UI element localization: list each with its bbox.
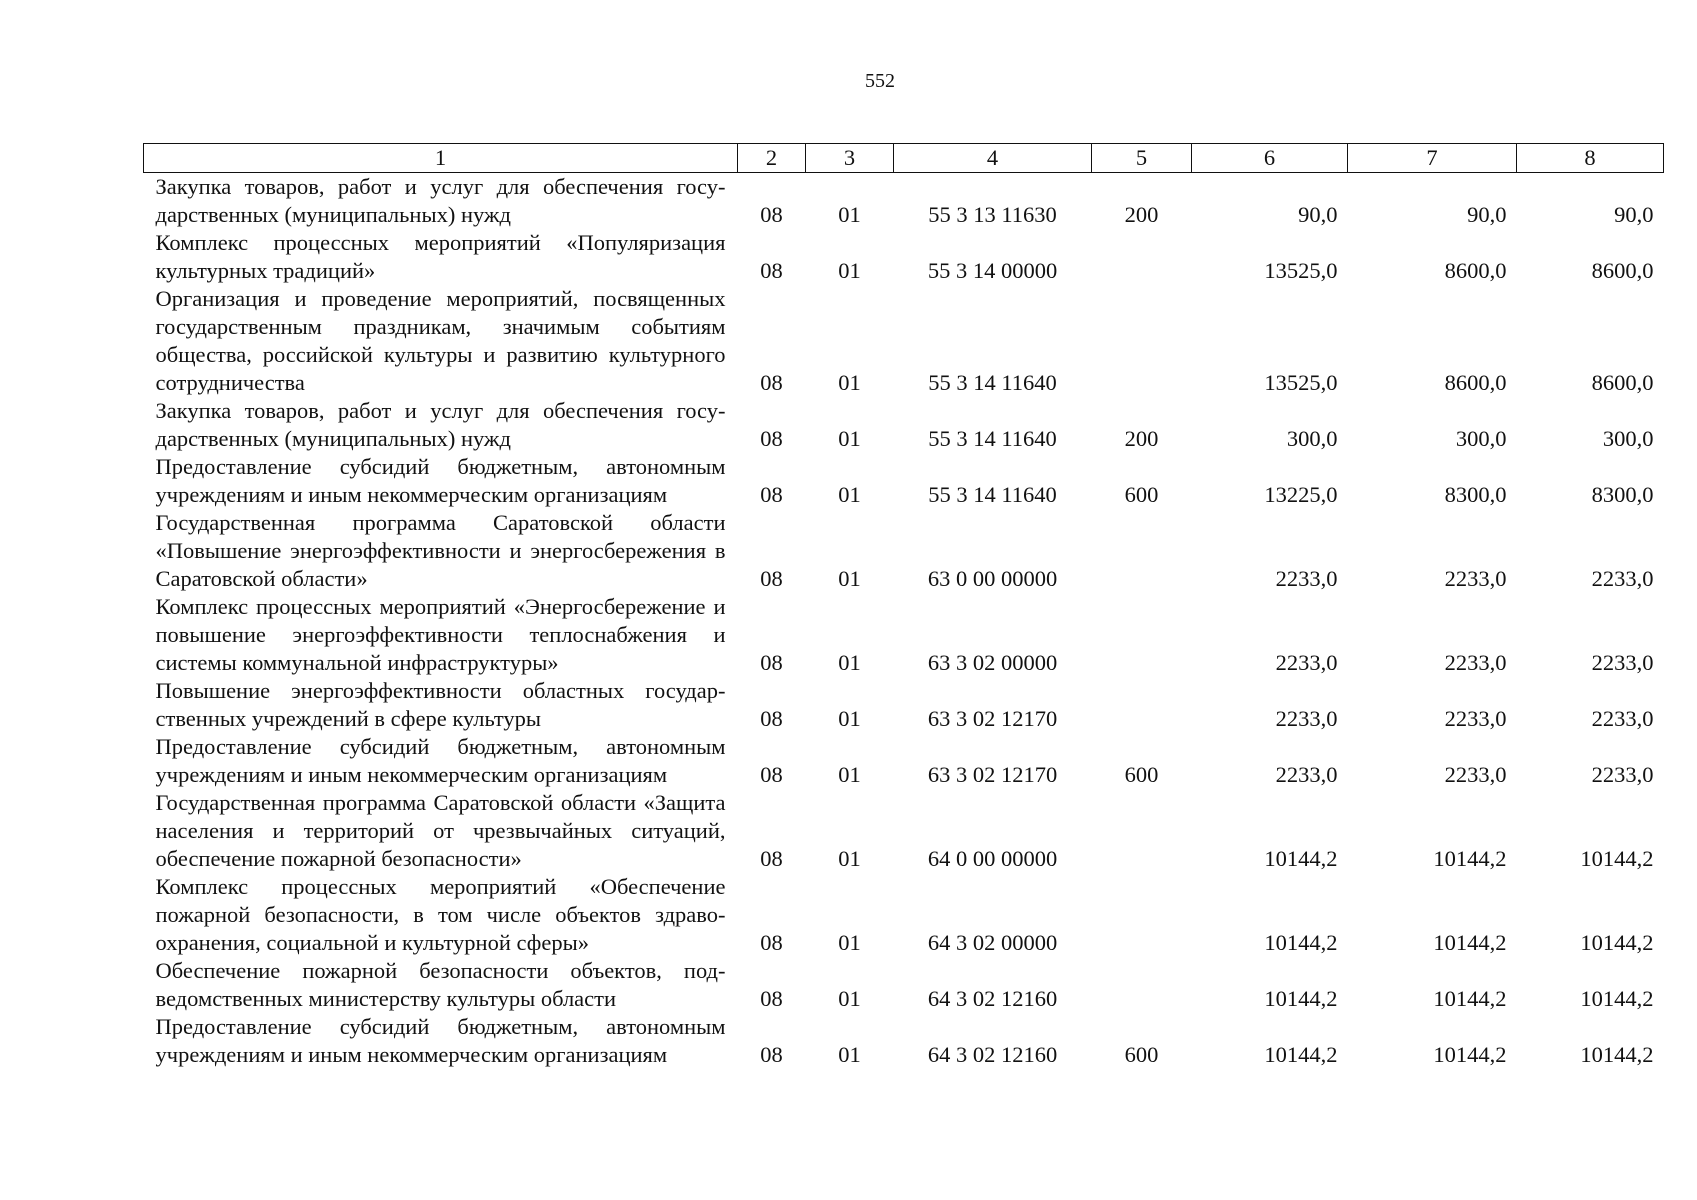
row-name: Комплекс процессных мероприятий «Популяризация культурных традиций» bbox=[155, 230, 726, 283]
row-value-1: 13525,0 bbox=[1264, 370, 1338, 395]
row-value-2: 2233,0 bbox=[1444, 706, 1507, 731]
table-row bbox=[144, 733, 1664, 789]
row-value-3: 10144,2 bbox=[1580, 930, 1654, 955]
row-section: 08 bbox=[760, 426, 783, 451]
row-name: Комплекс процессных мероприятий «Энергосбережение и повышение энергоэффективности теплоснабжения и системы коммунальной инфраструктуры» bbox=[155, 594, 726, 675]
row-code: 55 3 14 11640 bbox=[928, 370, 1057, 395]
row-code: 63 0 00 00000 bbox=[927, 566, 1058, 591]
row-value-2: 10144,2 bbox=[1433, 930, 1507, 955]
row-value-1: 10144,2 bbox=[1264, 986, 1338, 1011]
row-value-1: 300,0 bbox=[1286, 426, 1338, 451]
row-section: 08 bbox=[760, 370, 783, 395]
row-value-1: 10144,2 bbox=[1264, 846, 1338, 871]
row-value-2: 2233,0 bbox=[1444, 650, 1507, 675]
row-code: 64 3 02 12160 bbox=[927, 1042, 1058, 1067]
row-value-3: 10144,2 bbox=[1580, 986, 1654, 1011]
table-row bbox=[144, 677, 1664, 733]
row-kind bbox=[1092, 873, 1192, 957]
row-subsection: 01 bbox=[838, 426, 861, 451]
column-header-kind: 5 bbox=[1092, 144, 1192, 173]
row-name: Организация и проведение мероприятий, посвященных государственным праздникам, значимым событиям общества, российской культуры и развитию культурного сотрудничества bbox=[155, 286, 726, 395]
column-header-value-1: 6 bbox=[1192, 144, 1348, 173]
row-name: Закупка товаров, работ и услуг для обеспечения государственных (муниципальных) нужд bbox=[155, 174, 726, 227]
row-code: 63 3 02 00000 bbox=[927, 650, 1058, 675]
row-kind: 600 bbox=[1124, 482, 1159, 507]
header-row bbox=[144, 144, 1664, 173]
row-value-2: 10144,2 bbox=[1433, 986, 1507, 1011]
page-number: 552 bbox=[865, 70, 895, 92]
row-section: 08 bbox=[760, 762, 783, 787]
row-name: Комплекс процессных мероприятий «Обеспечение пожарной безопасности, в том числе объектов здравоохранения, социальной и культурной сферы» bbox=[155, 874, 726, 955]
row-name: Обеспечение пожарной безопасности объектов, подведомственных министерству культуры области bbox=[155, 958, 726, 1011]
table-body bbox=[144, 173, 1664, 1070]
row-code: 55 3 13 11630 bbox=[928, 202, 1057, 227]
row-code: 64 3 02 12160 bbox=[927, 986, 1058, 1011]
row-subsection: 01 bbox=[838, 846, 861, 871]
row-value-1: 10144,2 bbox=[1264, 1042, 1338, 1067]
row-value-3: 8600,0 bbox=[1591, 258, 1654, 283]
row-subsection: 01 bbox=[838, 258, 861, 283]
table-row bbox=[144, 229, 1664, 285]
row-kind bbox=[1092, 509, 1192, 593]
row-section: 08 bbox=[760, 846, 783, 871]
row-kind bbox=[1092, 957, 1192, 1013]
row-code: 64 3 02 00000 bbox=[927, 930, 1058, 955]
row-kind: 600 bbox=[1124, 762, 1159, 787]
table-row bbox=[144, 173, 1664, 230]
row-value-3: 8600,0 bbox=[1591, 370, 1654, 395]
row-value-3: 10144,2 bbox=[1580, 846, 1654, 871]
row-value-2: 10144,2 bbox=[1433, 1042, 1507, 1067]
row-kind: 200 bbox=[1124, 202, 1159, 227]
row-name: Предоставление субсидий бюджетным, автономным учреждениям и иным некоммерческим организациям bbox=[155, 454, 726, 507]
row-section: 08 bbox=[760, 258, 783, 283]
row-value-2: 90,0 bbox=[1467, 202, 1507, 227]
row-code: 55 3 14 11640 bbox=[928, 426, 1057, 451]
row-kind: 200 bbox=[1124, 426, 1159, 451]
row-value-3: 10144,2 bbox=[1580, 1042, 1654, 1067]
row-subsection: 01 bbox=[838, 370, 861, 395]
row-value-1: 2233,0 bbox=[1275, 762, 1338, 787]
row-section: 08 bbox=[760, 930, 783, 955]
table-row bbox=[144, 957, 1664, 1013]
row-section: 08 bbox=[760, 566, 783, 591]
table-row bbox=[144, 789, 1664, 873]
row-name: Предоставление субсидий бюджетным, автономным учреждениям и иным некоммерческим организациям bbox=[155, 1014, 726, 1067]
row-code: 64 0 00 00000 bbox=[927, 846, 1058, 871]
row-value-3: 90,0 bbox=[1614, 202, 1654, 227]
table-row bbox=[144, 873, 1664, 957]
row-value-1: 2233,0 bbox=[1275, 650, 1338, 675]
row-value-2: 8300,0 bbox=[1444, 482, 1507, 507]
row-subsection: 01 bbox=[838, 566, 861, 591]
row-value-1: 10144,2 bbox=[1264, 930, 1338, 955]
column-header-value-2: 7 bbox=[1348, 144, 1517, 173]
row-kind bbox=[1092, 789, 1192, 873]
row-kind bbox=[1092, 285, 1192, 397]
row-value-1: 13225,0 bbox=[1264, 482, 1338, 507]
row-section: 08 bbox=[760, 482, 783, 507]
row-code: 55 3 14 00000 bbox=[927, 258, 1058, 283]
row-kind bbox=[1092, 229, 1192, 285]
row-section: 08 bbox=[760, 202, 783, 227]
row-section: 08 bbox=[760, 1042, 783, 1067]
row-value-2: 300,0 bbox=[1455, 426, 1507, 451]
table-row bbox=[144, 1013, 1664, 1069]
column-header-name: 1 bbox=[144, 144, 738, 173]
row-subsection: 01 bbox=[838, 202, 861, 227]
row-kind bbox=[1092, 593, 1192, 677]
row-code: 63 3 02 12170 bbox=[927, 762, 1058, 787]
table-row bbox=[144, 593, 1664, 677]
row-subsection: 01 bbox=[838, 482, 861, 507]
table-row bbox=[144, 453, 1664, 509]
row-name: Повышение энергоэффективности областных государственных учреждений в сфере культуры bbox=[155, 678, 726, 731]
row-subsection: 01 bbox=[838, 706, 861, 731]
row-name: Закупка товаров, работ и услуг для обеспечения государственных (муниципальных) нужд bbox=[155, 398, 726, 451]
column-header-subsection: 3 bbox=[806, 144, 894, 173]
row-section: 08 bbox=[760, 986, 783, 1011]
row-subsection: 01 bbox=[838, 650, 861, 675]
column-header-code: 4 bbox=[894, 144, 1092, 173]
row-subsection: 01 bbox=[838, 930, 861, 955]
row-value-1: 90,0 bbox=[1298, 202, 1338, 227]
row-value-1: 2233,0 bbox=[1275, 706, 1338, 731]
row-subsection: 01 bbox=[838, 762, 861, 787]
row-name: Государственная программа Саратовской области «Защита населения и территорий от чрезвычайных ситуаций, обеспечение пожарной безопасности» bbox=[155, 790, 726, 871]
row-name: Предоставление субсидий бюджетным, автономным учреждениям и иным некоммерческим организациям bbox=[155, 734, 726, 787]
row-code: 55 3 14 11640 bbox=[928, 482, 1057, 507]
row-value-2: 2233,0 bbox=[1444, 762, 1507, 787]
table-row bbox=[144, 509, 1664, 593]
row-kind bbox=[1092, 677, 1192, 733]
row-value-3: 2233,0 bbox=[1591, 762, 1654, 787]
row-section: 08 bbox=[760, 706, 783, 731]
row-value-3: 8300,0 bbox=[1591, 482, 1654, 507]
table-header bbox=[144, 144, 1664, 173]
row-value-2: 2233,0 bbox=[1444, 566, 1507, 591]
row-subsection: 01 bbox=[838, 1042, 861, 1067]
row-value-3: 2233,0 bbox=[1591, 650, 1654, 675]
row-name: Государственная программа Саратовской области «Повышение энергоэффективности и энергосбережения в Саратовской области» bbox=[155, 510, 726, 591]
row-value-1: 2233,0 bbox=[1275, 566, 1338, 591]
row-value-1: 13525,0 bbox=[1264, 258, 1338, 283]
row-kind: 600 bbox=[1124, 1042, 1159, 1067]
budget-table bbox=[143, 143, 1664, 1069]
column-header-value-3: 8 bbox=[1517, 144, 1664, 173]
row-value-2: 8600,0 bbox=[1444, 370, 1507, 395]
row-value-2: 10144,2 bbox=[1433, 846, 1507, 871]
row-value-3: 2233,0 bbox=[1591, 706, 1654, 731]
row-value-2: 8600,0 bbox=[1444, 258, 1507, 283]
row-value-3: 300,0 bbox=[1602, 426, 1654, 451]
table-row bbox=[144, 397, 1664, 453]
column-header-section: 2 bbox=[738, 144, 806, 173]
row-subsection: 01 bbox=[838, 986, 861, 1011]
row-value-3: 2233,0 bbox=[1591, 566, 1654, 591]
table-row bbox=[144, 285, 1664, 397]
row-code: 63 3 02 12170 bbox=[927, 706, 1058, 731]
row-section: 08 bbox=[760, 650, 783, 675]
